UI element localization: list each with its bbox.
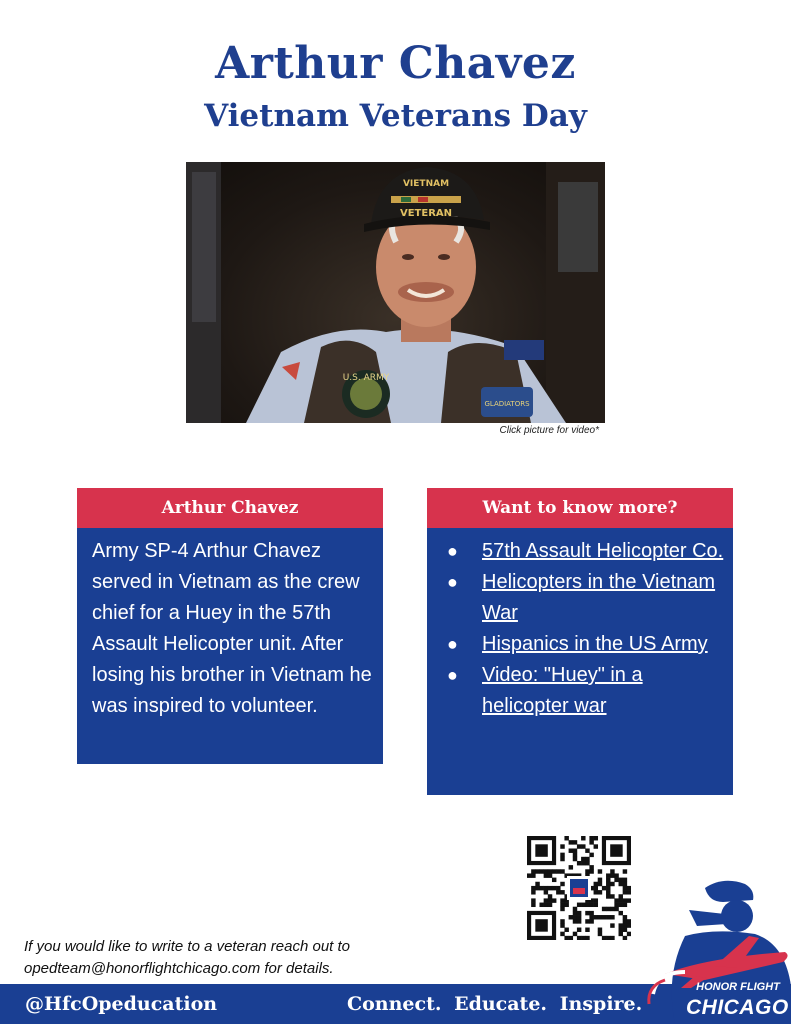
link-hispanics-us-army[interactable]: Hispanics in the US Army (482, 633, 708, 655)
footnote-line1: If you would like to write to a veteran reach out to (24, 938, 351, 955)
link-57th-assault-helicopter[interactable]: 57th Assault Helicopter Co. (482, 540, 724, 562)
logo-text-honor-flight: HONOR FLIGHT (696, 981, 780, 993)
social-handle: @HfcOpeducation (25, 993, 218, 1015)
hat-text-top: VIETNAM (402, 179, 450, 189)
links-card-heading: Want to know more? (427, 488, 733, 528)
hat-text-bottom: VETERAN (399, 208, 453, 219)
links-card (427, 488, 733, 795)
page-subtitle: Vietnam Veterans Day (204, 98, 587, 134)
list-item (441, 629, 733, 660)
patch2-text: GLADIATORS (484, 400, 530, 408)
bio-card (77, 488, 383, 764)
logo-text-chicago: CHICAGO (686, 996, 789, 1019)
footnote-line2: opedteam@honorflightchicago.com for details. (24, 960, 334, 977)
link-helicopters-vietnam-war[interactable]: Helicopters in the Vietnam War (482, 571, 716, 624)
list-item (441, 536, 733, 567)
bullet-icon: ● (447, 572, 458, 592)
photo-caption: Click picture for video* (499, 425, 599, 436)
bullet-icon: ● (447, 541, 458, 561)
patch-text: U.S. ARMY (342, 373, 390, 383)
page-title: Arthur Chavez (215, 38, 576, 89)
bullet-icon: ● (447, 665, 458, 685)
footnote (24, 936, 350, 980)
list-item (441, 567, 733, 629)
link-huey-video[interactable]: Video: "Huey" in a helicopter war (482, 664, 643, 717)
bio-card-heading: Arthur Chavez (77, 488, 383, 528)
links-list (427, 528, 733, 722)
list-item (441, 660, 733, 722)
tagline: Connect. Educate. Inspire. (347, 993, 643, 1015)
bullet-icon: ● (447, 634, 458, 654)
veteran-photo[interactable] (186, 162, 605, 423)
qr-code[interactable] (527, 836, 631, 940)
bio-text: Army SP-4 Arthur Chavez served in Vietnam as the crew chief for a Huey in the 57th Assault Helicopter unit. After losing his brother in Vietnam he was inspired to volunteer. (92, 540, 372, 717)
qr-code-graphic (527, 836, 631, 940)
veteran-photo-illustration (186, 162, 605, 423)
